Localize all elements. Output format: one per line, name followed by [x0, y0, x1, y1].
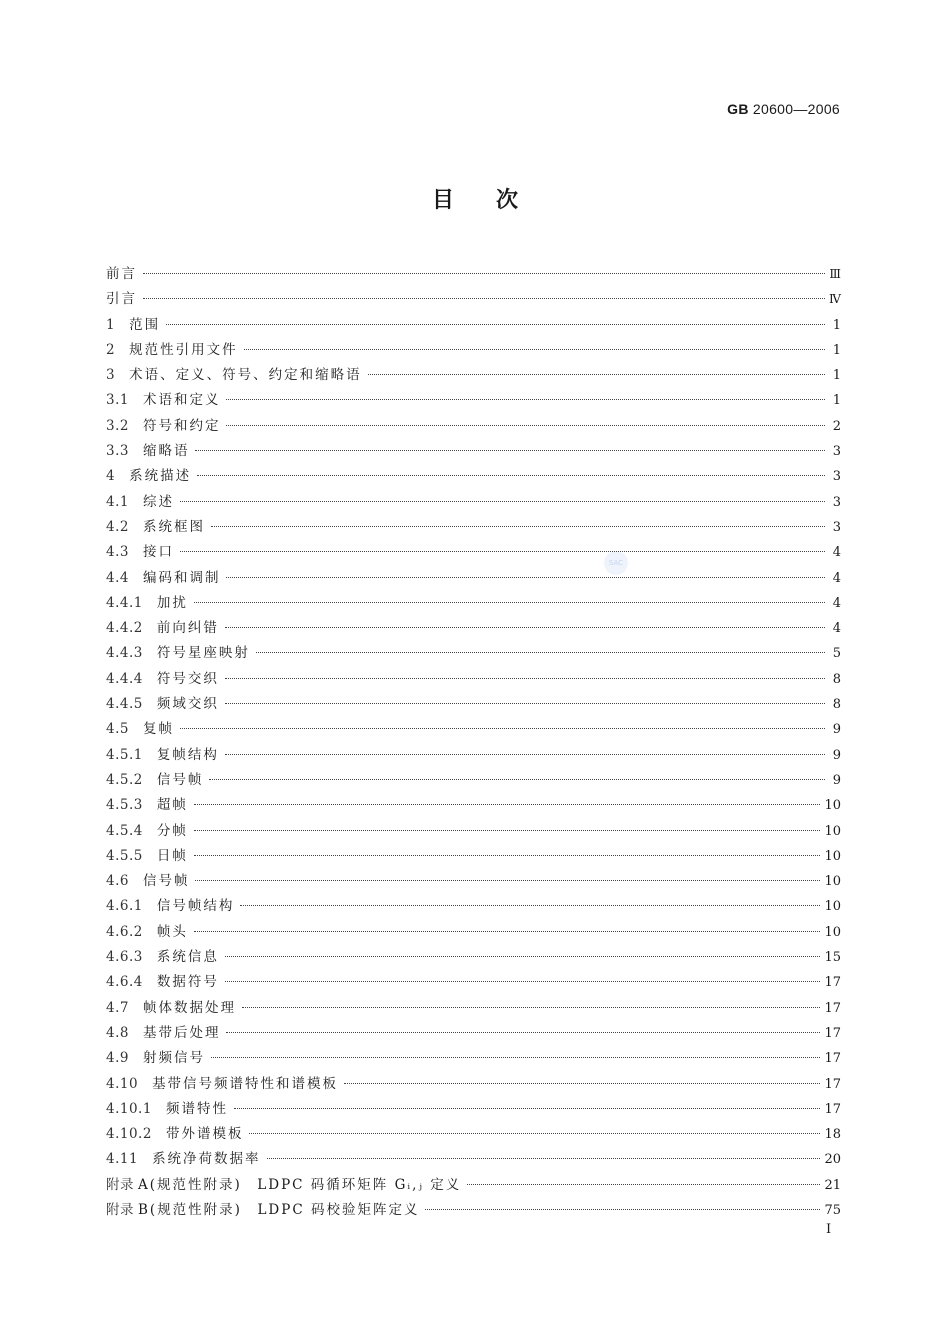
toc-entry-page: 15 — [824, 950, 841, 966]
toc-entry[interactable] — [106, 869, 841, 894]
toc-entry-page: 1 — [832, 342, 841, 358]
toc-entry-page: 1 — [832, 393, 841, 409]
toc-entry-page: 3 — [832, 519, 841, 535]
toc-dot-leader — [194, 830, 821, 831]
toc-entry-page: 18 — [824, 1127, 841, 1143]
toc-entry-label: 前言 — [106, 266, 137, 282]
toc-entry-page: 3 — [832, 444, 841, 460]
toc-dot-leader — [211, 526, 825, 527]
toc-entry-number: 4.3 — [106, 544, 129, 561]
toc-dot-leader — [180, 728, 825, 729]
toc-entry-number: 附录 — [106, 1176, 134, 1193]
toc-dot-leader — [425, 1209, 820, 1210]
toc-dot-leader — [180, 551, 825, 552]
standard-number: 20600—2006 — [748, 101, 840, 117]
toc-dot-leader — [225, 956, 821, 957]
toc-dot-leader — [225, 754, 825, 755]
toc-dot-leader — [240, 905, 820, 906]
toc-dot-leader — [368, 374, 825, 375]
toc-entry-number: 4.6.2 — [106, 923, 143, 940]
toc-entry[interactable] — [106, 1046, 841, 1071]
toc-entry[interactable] — [106, 616, 841, 641]
toc-entry-label: 范围 — [129, 316, 161, 333]
table-of-contents — [106, 262, 841, 1223]
footer-page-number: I — [826, 1222, 832, 1237]
toc-entry-page: 17 — [824, 1101, 841, 1117]
toc-entry-number: 4.2 — [106, 518, 129, 535]
toc-entry-label: 系统描述 — [129, 468, 192, 485]
toc-entry[interactable] — [106, 1147, 841, 1172]
toc-dot-leader — [195, 450, 825, 451]
standard-code — [727, 101, 840, 117]
toc-entry[interactable] — [106, 1021, 841, 1046]
toc-entry-page: 9 — [832, 747, 841, 763]
toc-entry-label: 符号和约定 — [142, 417, 221, 434]
toc-entry-label: 接口 — [142, 544, 174, 561]
toc-entry-page: 10 — [824, 798, 841, 814]
toc-entry-number: 3.1 — [106, 392, 129, 409]
toc-entry-label: 术语、定义、符号、约定和缩略语 — [129, 367, 362, 384]
toc-entry-label: 综述 — [142, 493, 174, 510]
toc-entry-number: 2 — [106, 341, 116, 358]
toc-entry-label: 术语和定义 — [142, 392, 221, 409]
toc-entry-number: 4.5 — [106, 721, 129, 738]
toc-entry[interactable] — [106, 338, 841, 363]
toc-entry[interactable] — [106, 945, 841, 970]
toc-entry-page: 4 — [832, 545, 841, 561]
toc-dot-leader — [209, 779, 825, 780]
toc-entry-number: 3 — [106, 367, 116, 384]
toc-entry-label: 符号星座映射 — [156, 645, 250, 662]
toc-entry-label: 系统净荷数据率 — [152, 1151, 261, 1168]
toc-entry-number: 4.8 — [106, 1024, 129, 1041]
toc-entry[interactable] — [106, 894, 841, 919]
toc-entry[interactable] — [106, 414, 841, 439]
toc-dot-leader — [225, 627, 825, 628]
toc-entry-label: 规范性引用文件 — [129, 341, 238, 358]
toc-entry-label: 帧头 — [156, 923, 188, 940]
toc-entry-label: 数据符号 — [156, 974, 219, 991]
toc-entry-number: 4.6 — [106, 873, 129, 890]
toc-entry-number: 4.9 — [106, 1050, 129, 1067]
toc-entry[interactable] — [106, 262, 841, 287]
toc-entry-label: 加扰 — [156, 594, 188, 611]
toc-entry-page: Ⅳ — [829, 292, 841, 307]
toc-entry-label: 系统信息 — [156, 949, 219, 966]
toc-entry-label: 帧体数据处理 — [142, 999, 236, 1016]
toc-entry-label: 信号帧 — [156, 771, 204, 788]
toc-entry[interactable] — [106, 363, 841, 388]
toc-dot-leader — [143, 273, 825, 274]
toc-entry-number: 1 — [106, 316, 116, 333]
toc-dot-leader — [194, 855, 821, 856]
toc-dot-leader — [256, 652, 825, 653]
toc-entry-page: 17 — [824, 1000, 841, 1016]
toc-dot-leader — [143, 298, 825, 299]
toc-dot-leader — [194, 602, 825, 603]
toc-entry-label: 引言 — [106, 291, 137, 308]
toc-entry-number: 4.5.4 — [106, 822, 143, 839]
toc-entry[interactable] — [106, 996, 841, 1021]
toc-entry[interactable] — [106, 641, 841, 666]
toc-dot-leader — [225, 703, 825, 704]
toc-dot-leader — [249, 1133, 820, 1134]
toc-entry[interactable] — [106, 388, 841, 413]
toc-entry[interactable] — [106, 515, 841, 540]
toc-entry[interactable] — [106, 490, 841, 515]
toc-entry-number: 4.4.2 — [106, 620, 143, 637]
toc-entry-page: 17 — [824, 975, 841, 991]
toc-entry[interactable] — [106, 1097, 841, 1122]
toc-dot-leader — [225, 981, 821, 982]
toc-entry[interactable] — [106, 717, 841, 742]
toc-entry-label: 分帧 — [156, 822, 188, 839]
toc-dot-leader — [244, 349, 825, 350]
toc-entry-page: 4 — [832, 595, 841, 611]
toc-entry-page: 10 — [824, 823, 841, 839]
toc-entry-label: 编码和调制 — [142, 569, 221, 586]
toc-entry-number: 4.4.1 — [106, 594, 143, 611]
toc-entry-page: 4 — [832, 570, 841, 586]
toc-entry-number: 4.6.1 — [106, 898, 143, 915]
toc-entry-page: 3 — [832, 469, 841, 485]
toc-dot-leader — [194, 804, 821, 805]
toc-entry-page: 10 — [824, 899, 841, 915]
toc-entry-label: A(规范性附录) LDPC 码循环矩阵 Gᵢ,ⱼ 定义 — [138, 1176, 462, 1193]
toc-entry-number: 附录 — [106, 1201, 134, 1218]
toc-entry-label: 带外谱模板 — [165, 1126, 244, 1143]
toc-dot-leader — [166, 324, 825, 325]
toc-entry-page: 1 — [832, 368, 841, 384]
toc-entry-page: 10 — [824, 924, 841, 940]
toc-entry-number: 4.4.4 — [106, 670, 143, 687]
toc-entry-label: 缩略语 — [142, 443, 190, 460]
toc-entry-label: 基带后处理 — [142, 1024, 221, 1041]
toc-entry-label: 复帧结构 — [156, 746, 219, 763]
toc-entry-number: 4 — [106, 468, 116, 485]
toc-dot-leader — [195, 880, 820, 881]
toc-entry-number: 4.10.2 — [106, 1126, 152, 1143]
toc-entry-number: 4.4 — [106, 569, 129, 586]
toc-entry-page: 9 — [832, 722, 841, 738]
toc-entry-page: 17 — [824, 1051, 841, 1067]
toc-dot-leader — [211, 1057, 820, 1058]
toc-entry-number: 4.4.5 — [106, 696, 143, 713]
toc-entry-page: 21 — [824, 1177, 841, 1193]
toc-dot-leader — [194, 931, 821, 932]
toc-entry[interactable] — [106, 287, 841, 312]
toc-entry-label: B(规范性附录) LDPC 码校验矩阵定义 — [138, 1201, 420, 1218]
standard-prefix: GB — [727, 101, 749, 117]
toc-entry[interactable] — [106, 768, 841, 793]
toc-dot-leader — [467, 1184, 820, 1185]
toc-entry-label: 前向纠错 — [156, 620, 219, 637]
toc-entry-page: 20 — [824, 1152, 841, 1168]
toc-dot-leader — [226, 577, 825, 578]
toc-dot-leader — [344, 1083, 820, 1084]
toc-entry-number: 4.6.3 — [106, 949, 143, 966]
toc-entry-label: 日帧 — [156, 847, 188, 864]
toc-entry[interactable] — [106, 920, 841, 945]
toc-entry-page: Ⅲ — [829, 267, 841, 281]
toc-entry-label: 系统框图 — [142, 518, 205, 535]
toc-entry[interactable] — [106, 313, 841, 338]
watermark-logo: SAC — [604, 551, 628, 575]
toc-entry[interactable] — [106, 970, 841, 995]
toc-entry-number: 4.5.5 — [106, 847, 143, 864]
toc-dot-leader — [225, 678, 825, 679]
toc-entry[interactable] — [106, 819, 841, 844]
toc-entry[interactable] — [106, 540, 841, 565]
toc-entry-page: 75 — [824, 1202, 841, 1218]
toc-dot-leader — [234, 1108, 821, 1109]
toc-entry-page: 10 — [824, 874, 841, 890]
toc-dot-leader — [242, 1007, 820, 1008]
toc-entry-label: 频谱特性 — [165, 1100, 228, 1117]
toc-entry-number: 4.10.1 — [106, 1100, 152, 1117]
toc-entry-page: 8 — [832, 697, 841, 713]
toc-entry-label: 基带信号频谱特性和谱模板 — [152, 1075, 339, 1092]
toc-entry-label: 射频信号 — [142, 1050, 205, 1067]
toc-entry-number: 4.1 — [106, 493, 129, 510]
toc-dot-leader — [197, 475, 825, 476]
toc-entry[interactable] — [106, 667, 841, 692]
toc-entry-label: 符号交织 — [156, 670, 219, 687]
toc-entry-page: 2 — [832, 418, 841, 434]
toc-entry-label: 超帧 — [156, 797, 188, 814]
toc-entry-number: 3.3 — [106, 443, 129, 460]
toc-entry[interactable] — [106, 692, 841, 717]
toc-entry[interactable] — [106, 566, 841, 591]
toc-dot-leader — [267, 1158, 821, 1159]
toc-entry-number: 4.7 — [106, 999, 129, 1016]
toc-entry[interactable] — [106, 1198, 841, 1223]
toc-entry[interactable] — [106, 844, 841, 869]
toc-entry-page: 3 — [832, 494, 841, 510]
toc-entry-page: 8 — [832, 671, 841, 687]
toc-dot-leader — [180, 501, 825, 502]
toc-entry-number: 4.6.4 — [106, 974, 143, 991]
toc-dot-leader — [226, 399, 825, 400]
toc-entry-number: 4.11 — [106, 1151, 139, 1168]
toc-dot-leader — [226, 1032, 820, 1033]
toc-entry[interactable] — [106, 1122, 841, 1147]
toc-entry[interactable] — [106, 439, 841, 464]
toc-entry-page: 1 — [832, 317, 841, 333]
toc-dot-leader — [226, 425, 825, 426]
toc-entry[interactable] — [106, 1173, 841, 1198]
toc-entry-page: 10 — [824, 848, 841, 864]
toc-entry-page: 9 — [832, 772, 841, 788]
toc-entry-label: 信号帧 — [142, 873, 190, 890]
toc-entry-number: 4.10 — [106, 1075, 139, 1092]
toc-entry-number: 3.2 — [106, 417, 129, 434]
toc-entry-page: 17 — [824, 1076, 841, 1092]
toc-entry[interactable] — [106, 464, 841, 489]
toc-entry-label: 信号帧结构 — [156, 898, 235, 915]
toc-entry-label: 复帧 — [142, 721, 174, 738]
toc-entry-number: 4.5.3 — [106, 797, 143, 814]
toc-entry[interactable] — [106, 591, 841, 616]
toc-entry-number: 4.5.2 — [106, 771, 143, 788]
toc-entry-page: 4 — [832, 621, 841, 637]
toc-entry-page: 17 — [824, 1025, 841, 1041]
toc-entry-number: 4.5.1 — [106, 746, 143, 763]
toc-entry[interactable] — [106, 793, 841, 818]
toc-entry[interactable] — [106, 743, 841, 768]
page-title: 目次 — [431, 188, 560, 213]
toc-entry-page: 5 — [832, 646, 841, 662]
toc-entry[interactable] — [106, 1072, 841, 1097]
toc-entry-number: 4.4.3 — [106, 645, 143, 662]
toc-entry-label: 频域交织 — [156, 696, 219, 713]
